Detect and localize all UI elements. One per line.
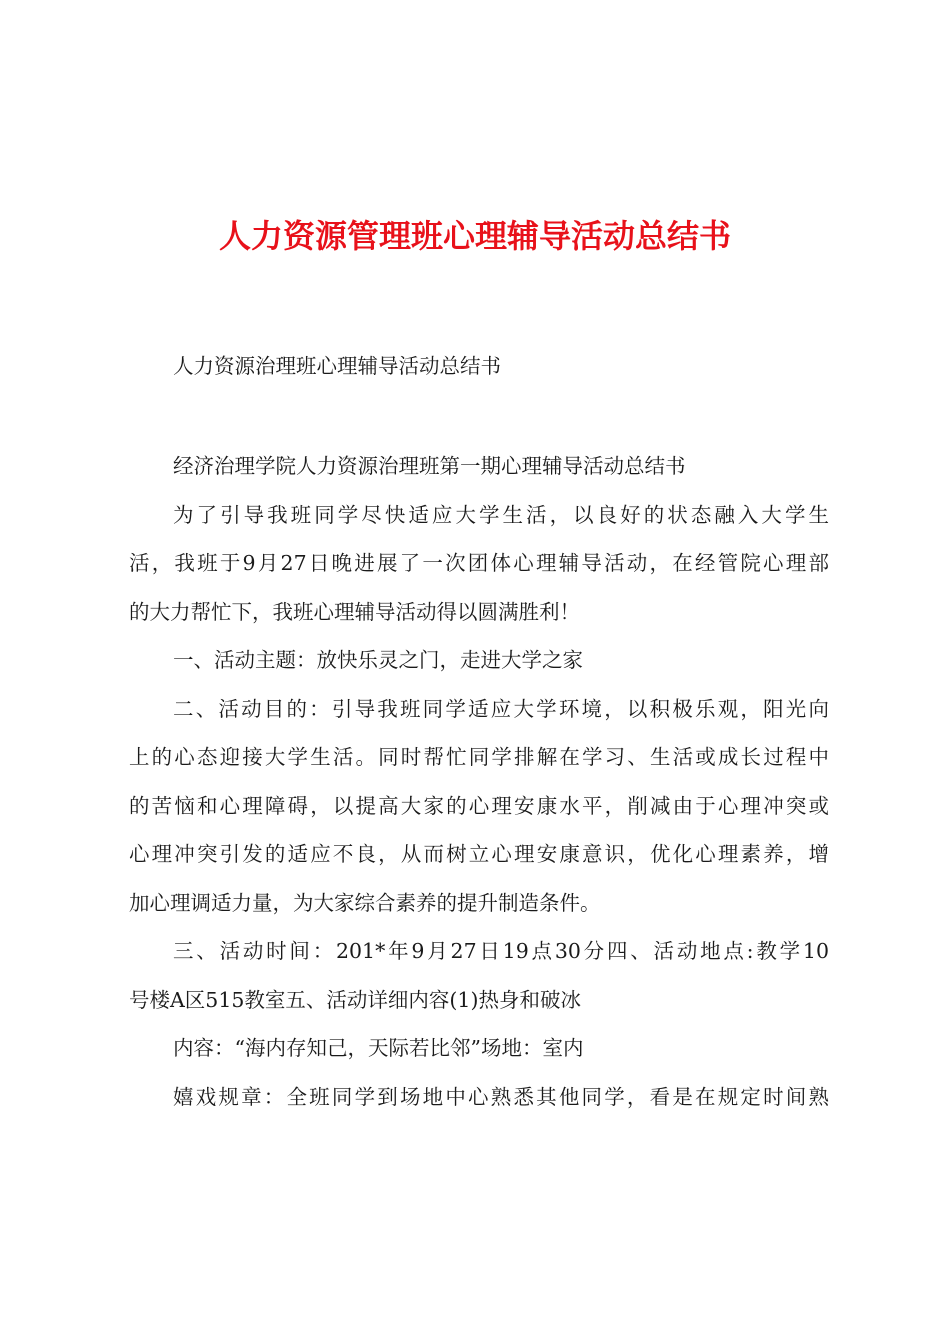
document-title: 人力资源管理班心理辅导活动总结书: [218, 217, 731, 255]
paragraph-line: 内容：“海内存知己，天际若比邻”场地：室内: [173, 1036, 584, 1060]
paragraph-line: 活，我班于9月27日晚进展了一次团体心理辅导活动，在经管院心理部: [129, 551, 829, 575]
paragraph-line: 的苦恼和心理障碍，以提高大家的心理安康水平，削减由于心理冲突或: [129, 793, 829, 818]
document-paragraphs: [129, 442, 829, 1121]
section-heading: 经济治理学院人力资源治理班第一期心理辅导活动总结书: [173, 454, 686, 478]
paragraph-line: 为了引导我班同学尽快适应大学生活，以良好的状态融入大学生: [173, 502, 829, 527]
paragraph-line: 加心理调适力量，为大家综合素养的提升制造条件。: [129, 890, 601, 915]
paragraph-line: 心理冲突引发的适应不良，从而树立心理安康意识，优化心理素养，增: [129, 842, 829, 866]
paragraph-line: 号楼A区515教室五、活动详细内容(1)热身和破冰: [129, 987, 581, 1012]
paragraph-line: 的大力帮忙下，我班心理辅导活动得以圆满胜利！: [129, 599, 580, 624]
paragraph-line: 一、活动主题：放快乐灵之门，走进大学之家: [173, 648, 583, 672]
paragraph-line: 上的心态迎接大学生活。同时帮忙同学排解在学习、生活或成长过程中: [129, 745, 829, 769]
paragraph-line: 嬉戏规章：全班同学到场地中心熟悉其他同学，看是在规定时间熟: [173, 1084, 829, 1109]
subtitle: 人力资源治理班心理辅导活动总结书: [173, 354, 501, 378]
document-body: [129, 342, 829, 391]
paragraph-line: 三、活动时间：201*年9月27日19点30分四、活动地点:教学10: [173, 939, 829, 963]
paragraph-line: 二、活动目的：引导我班同学适应大学环境，以积极乐观，阳光向: [173, 696, 829, 721]
